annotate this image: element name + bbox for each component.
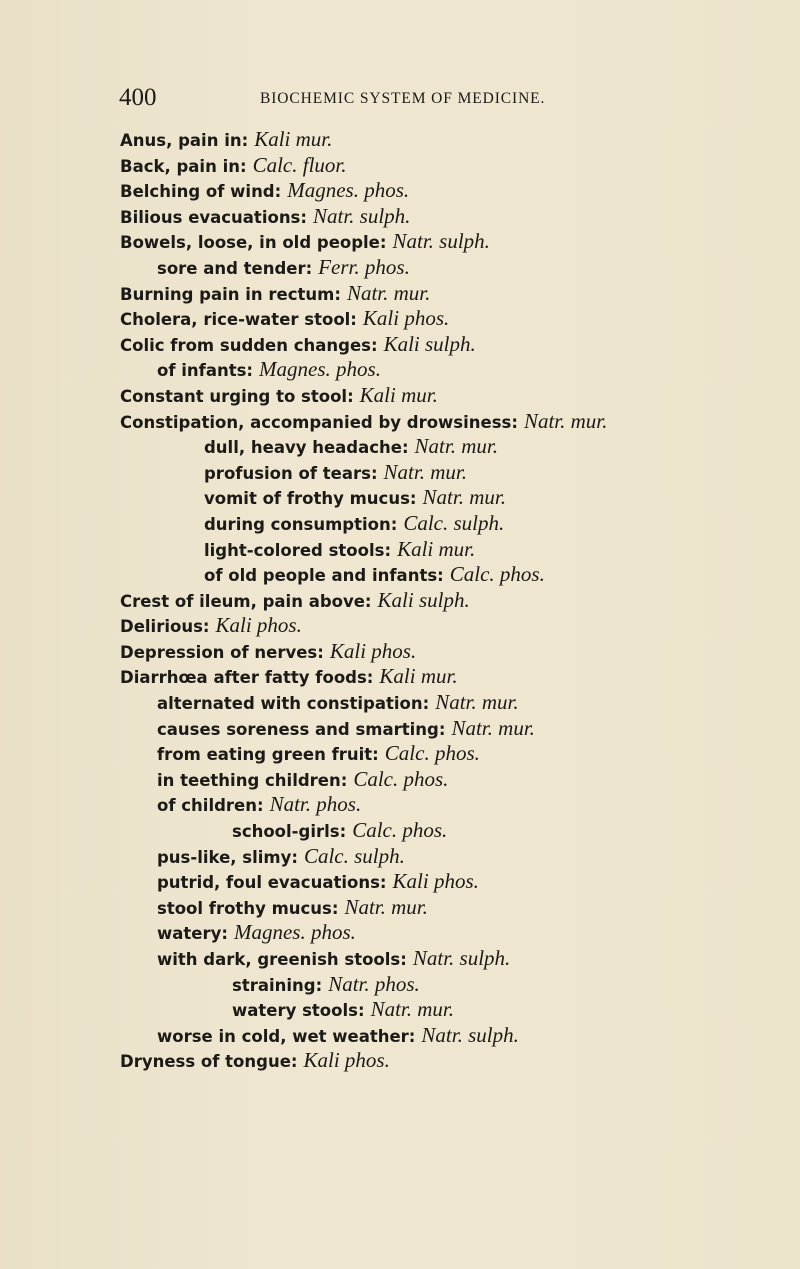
index-entry <box>0 588 800 614</box>
entry-term: watery: <box>157 924 228 944</box>
index-entry <box>0 357 800 383</box>
entry-remedy: Natr. mur. <box>435 690 519 715</box>
index-entry <box>0 613 800 639</box>
entry-term: straining: <box>232 975 323 995</box>
entry-remedy: Natr. sulph. <box>392 229 490 254</box>
index-entry <box>0 690 800 716</box>
entry-term: putrid, foul evacuations: <box>157 873 387 893</box>
entry-remedy: Kali mur. <box>379 664 458 689</box>
entry-term: Back, pain in: <box>120 156 247 176</box>
index-entry <box>0 511 800 537</box>
index-entry <box>0 1048 800 1074</box>
entry-term: Bowels, loose, in old people: <box>120 233 387 253</box>
page-header <box>119 83 639 113</box>
index-entries <box>0 127 800 1074</box>
entry-term: during consumption: <box>204 514 398 534</box>
entry-term: light-colored stools: <box>204 540 392 560</box>
entry-remedy: Kali sulph. <box>383 331 476 356</box>
entry-remedy: Magnes. phos. <box>259 357 381 382</box>
entry-term: in teething children: <box>157 770 348 790</box>
entry-term: pus-like, slimy: <box>157 847 298 867</box>
index-entry <box>0 741 800 767</box>
entry-term: stool frothy mucus: <box>157 898 339 918</box>
index-entry <box>0 844 800 870</box>
index-entry <box>0 306 800 332</box>
index-entry <box>0 409 800 435</box>
entry-remedy: Natr. phos. <box>328 971 420 996</box>
entry-remedy: Natr. mur. <box>523 408 608 433</box>
entry-remedy: Calc. fluor. <box>252 152 347 177</box>
entry-remedy: Kali sulph. <box>377 587 470 612</box>
entry-remedy: Natr. mur. <box>414 434 498 459</box>
entry-term: Depression of nerves: <box>120 642 324 662</box>
index-entry <box>0 562 800 588</box>
entry-remedy: Ferr. phos. <box>318 254 410 279</box>
entry-term: alternated with constipation: <box>157 694 430 714</box>
entry-term: of children: <box>157 796 264 816</box>
index-entry <box>0 639 800 665</box>
entry-term: from eating green fruit: <box>157 745 379 765</box>
entry-term: Bilious evacuations: <box>120 207 307 227</box>
entry-term: Dryness of tongue: <box>120 1052 298 1072</box>
entry-remedy: Calc. sulph. <box>303 843 405 868</box>
entry-remedy: Kali phos. <box>215 613 302 638</box>
entry-remedy: Calc. phos. <box>353 766 449 791</box>
index-entry <box>0 153 800 179</box>
index-entry <box>0 818 800 844</box>
index-entry <box>0 664 800 690</box>
entry-remedy: Kali mur. <box>397 536 476 561</box>
entry-term: with dark, greenish stools: <box>157 950 407 969</box>
entry-term: Cholera, rice-water stool: <box>120 310 357 330</box>
entry-remedy: Natr. phos. <box>269 792 362 817</box>
entry-remedy: Natr. mur. <box>370 997 455 1022</box>
index-entry <box>0 895 800 921</box>
index-entry <box>0 460 800 486</box>
index-entry <box>0 434 800 460</box>
entry-remedy: Natr. mur. <box>383 459 467 484</box>
index-entry <box>0 383 800 409</box>
index-entry <box>0 869 800 895</box>
entry-term: Constant urging to stool: <box>120 386 354 406</box>
page-number: 400 <box>119 84 157 111</box>
index-entry <box>0 204 800 230</box>
index-entry <box>0 946 800 972</box>
entry-remedy: Natr. sulph. <box>421 1022 519 1047</box>
entry-remedy: Kali mur. <box>254 127 333 151</box>
index-entry <box>0 537 800 563</box>
entry-term: worse in cold, wet weather: <box>157 1026 416 1046</box>
index-entry <box>0 920 800 946</box>
entry-remedy: Natr. sulph. <box>312 203 411 228</box>
index-entry <box>0 127 800 153</box>
index-entry <box>0 255 800 281</box>
entry-term: school-girls: <box>232 822 347 842</box>
entry-term: profusion of tears: <box>204 463 378 483</box>
entry-remedy: Kali phos. <box>329 638 417 663</box>
entry-remedy: Natr. mur. <box>422 485 506 510</box>
entry-term: Crest of ileum, pain above: <box>120 591 372 611</box>
index-entry <box>0 281 800 307</box>
entry-term: sore and tender: <box>157 258 313 278</box>
entry-term: Colic from sudden changes: <box>120 335 378 355</box>
entry-remedy: Calc. phos. <box>449 562 545 587</box>
entry-remedy: Kali mur. <box>359 382 438 407</box>
entry-remedy: Natr. sulph. <box>412 946 511 970</box>
entry-remedy: Natr. mur. <box>451 715 535 740</box>
entry-term: Belching of wind: <box>120 182 282 202</box>
entry-remedy: Magnes. phos. <box>287 178 410 203</box>
entry-remedy: Natr. mur. <box>346 280 431 305</box>
index-entry <box>0 485 800 511</box>
entry-term: Constipation, accompanied by drowsiness: <box>120 412 518 432</box>
running-head: BIOCHEMIC SYSTEM OF MEDICINE. <box>260 90 546 107</box>
index-entry <box>0 178 800 204</box>
index-entry <box>0 716 800 742</box>
index-entry <box>0 767 800 793</box>
entry-remedy: Kali phos. <box>362 306 450 331</box>
entry-remedy: Kali phos. <box>392 869 479 894</box>
index-entry <box>0 1023 800 1049</box>
index-entry <box>0 792 800 818</box>
entry-term: dull, heavy headache: <box>204 438 409 458</box>
index-entry <box>0 332 800 358</box>
entry-remedy: Magnes. phos. <box>233 920 356 945</box>
index-entry <box>0 229 800 255</box>
entry-term: vomit of frothy mucus: <box>204 489 417 509</box>
entry-term: Diarrhœa after fatty foods: <box>120 668 374 688</box>
entry-term: causes soreness and smarting: <box>157 719 446 739</box>
entry-term: Delirious: <box>120 617 210 637</box>
entry-term: Anus, pain in: <box>120 131 249 150</box>
entry-remedy: Calc. phos. <box>384 741 480 766</box>
entry-term: Burning pain in rectum: <box>120 284 341 304</box>
index-entry <box>0 972 800 998</box>
entry-term: of infants: <box>157 361 254 381</box>
entry-remedy: Calc. phos. <box>352 818 448 843</box>
entry-remedy: Calc. sulph. <box>403 510 505 535</box>
entry-term: watery stools: <box>232 1001 365 1021</box>
entry-remedy: Kali phos. <box>303 1048 390 1073</box>
index-entry <box>0 997 800 1023</box>
entry-remedy: Natr. mur. <box>344 894 428 919</box>
entry-term: of old people and infants: <box>204 566 444 586</box>
